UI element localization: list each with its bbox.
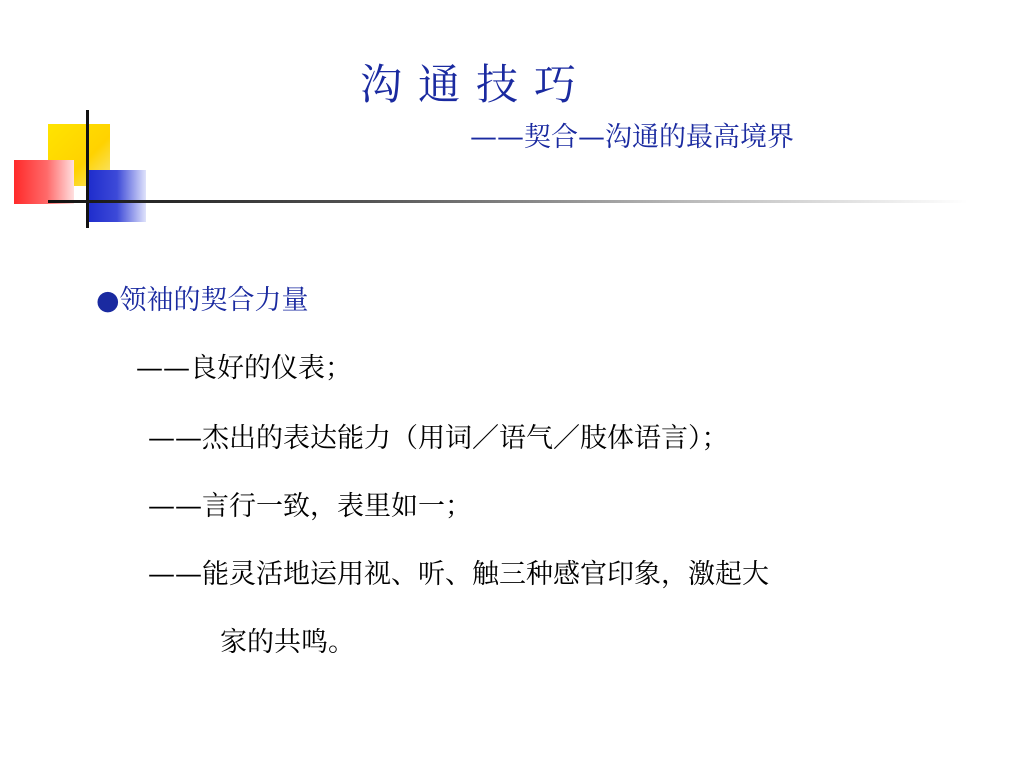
list-item: ——能灵活地运用视、听、触三种感官印象，激起大 [148, 559, 769, 590]
list-item: ——良好的仪表； [136, 353, 352, 384]
slide-decoration [0, 0, 150, 240]
slide-subtitle: ——契合—沟通的最高境界 [470, 122, 794, 153]
list-item-continuation: 家的共鸣。 [220, 627, 355, 658]
decoration-blue-square [88, 170, 146, 222]
decoration-red-square [14, 160, 74, 204]
list-item: ——杰出的表达能力（用词／语气／肢体语言）； [148, 423, 729, 454]
section-heading: ●领袖的契合力量 [96, 285, 309, 316]
decoration-vertical-line [86, 110, 89, 228]
slide-title: 沟通技巧 [360, 60, 593, 109]
list-item: ——言行一致，表里如一； [148, 491, 472, 522]
title-divider-line [48, 200, 968, 203]
